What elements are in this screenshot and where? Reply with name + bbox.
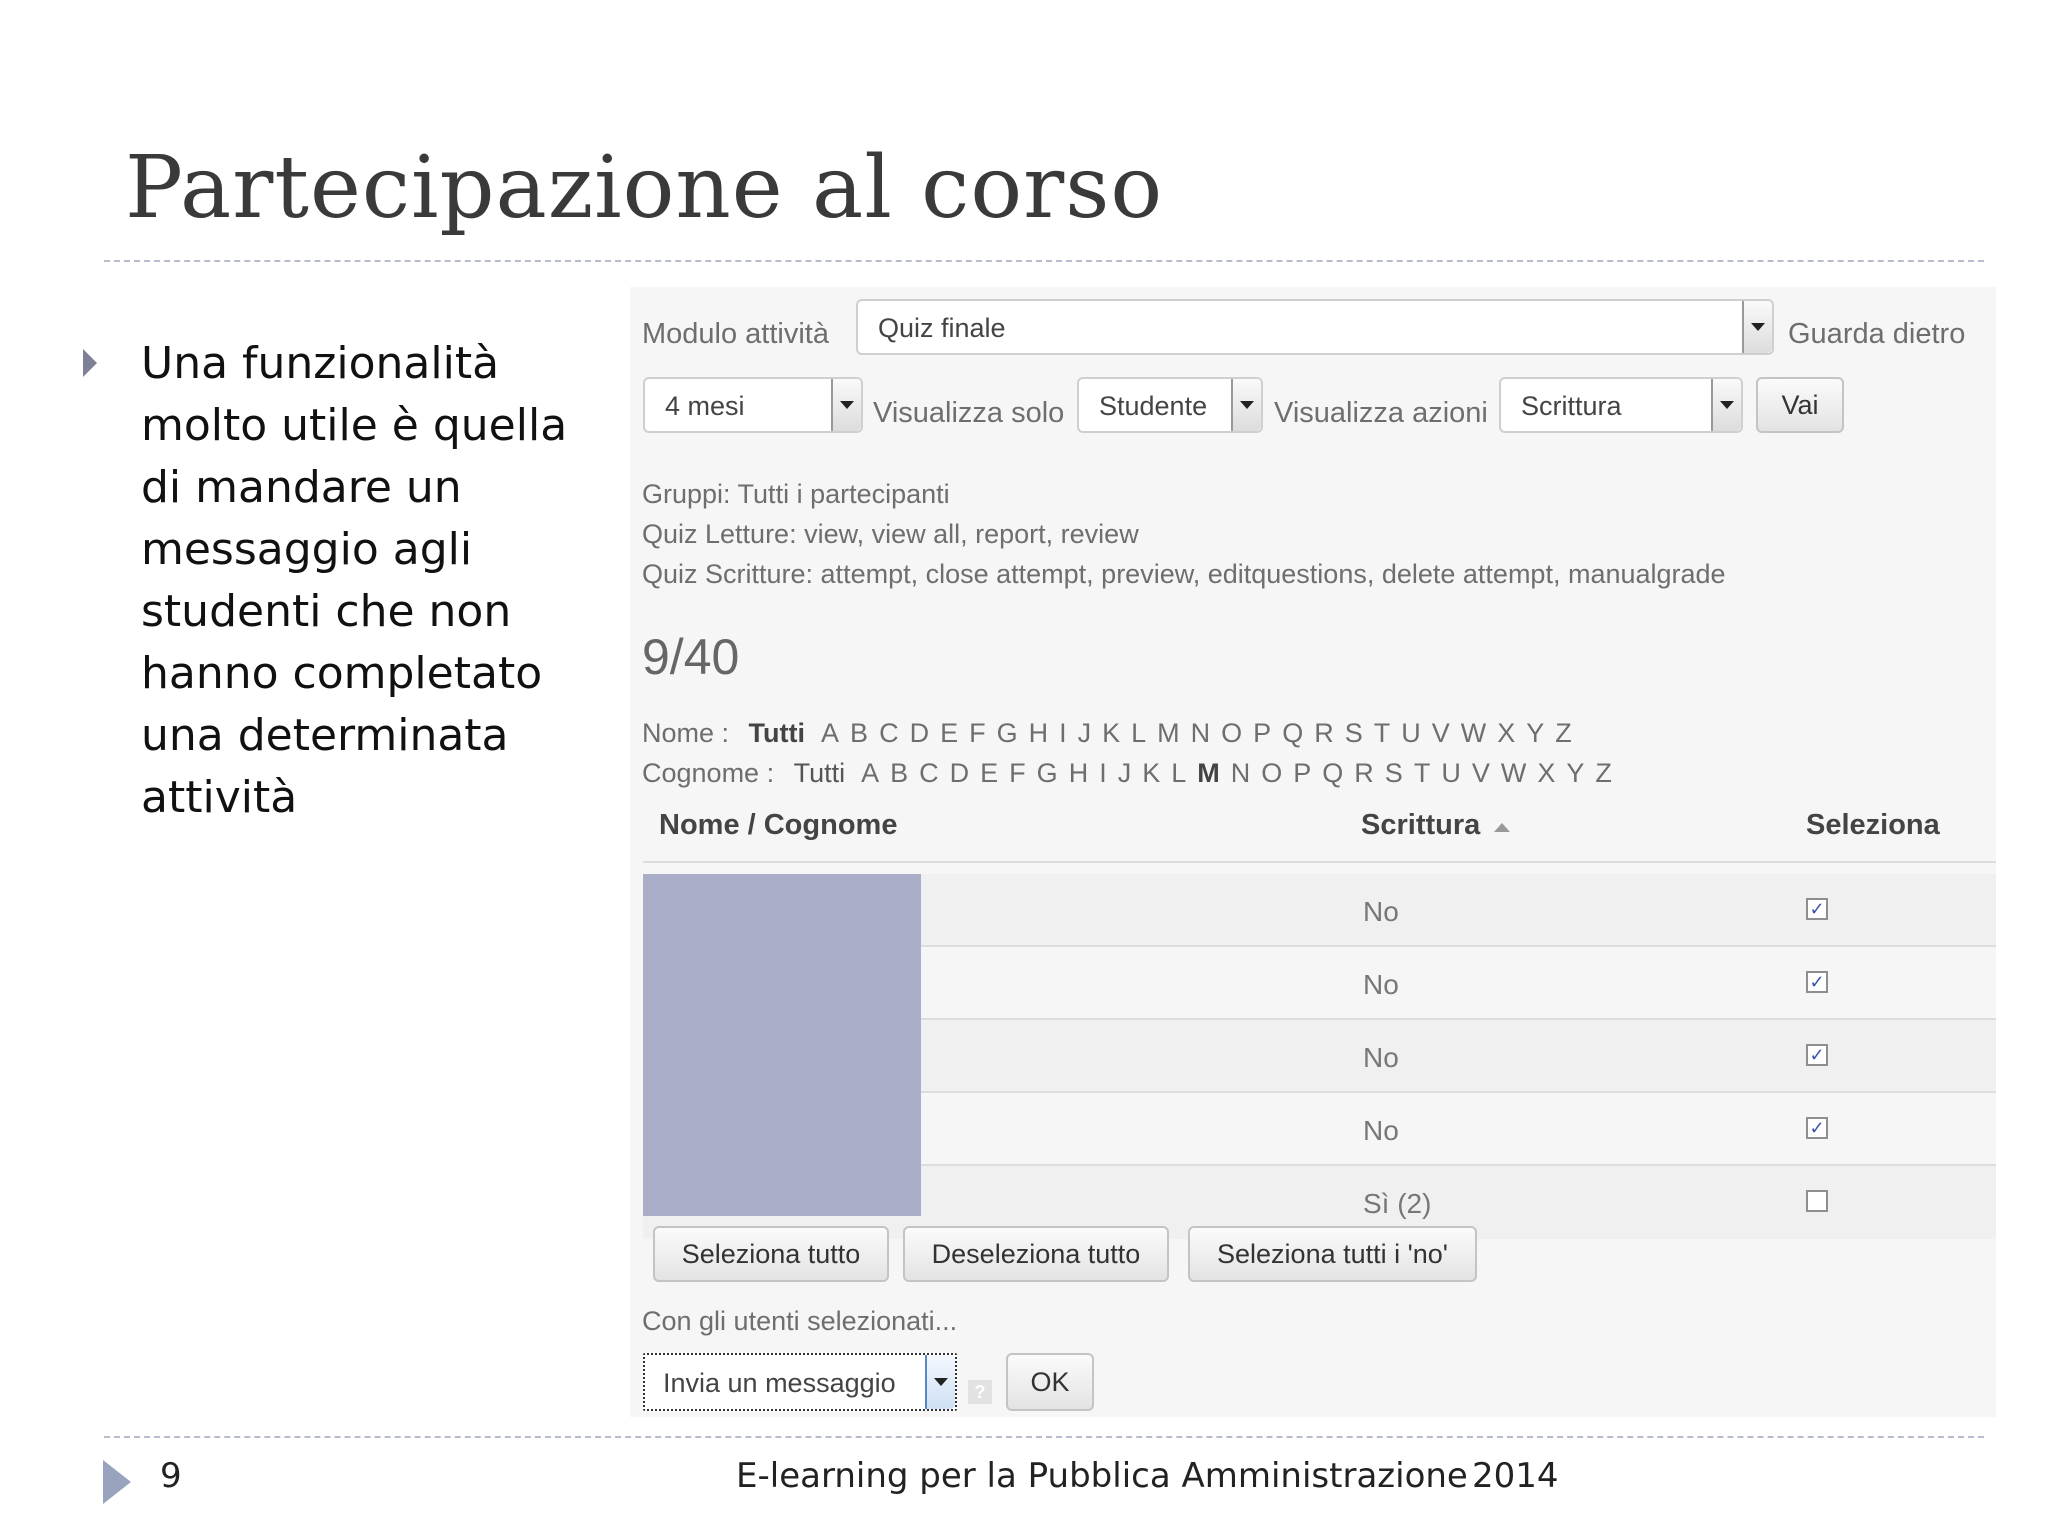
last-name-letter-link[interactable]: O: [1261, 758, 1283, 788]
bulk-action-select-value: Invia un messaggio: [663, 1368, 896, 1398]
reads-info: Quiz Letture: view, view all, report, review: [642, 519, 1139, 549]
last-name-letter-link[interactable]: B: [890, 758, 909, 788]
first-name-letter-link[interactable]: U: [1401, 718, 1421, 748]
footer-text: E-learning per la Pubblica Amministrazione: [736, 1456, 1468, 1496]
select-all-no-button[interactable]: Seleziona tutti i 'no': [1188, 1226, 1477, 1282]
table-header: [643, 797, 1996, 863]
first-name-letter-link[interactable]: Z: [1555, 718, 1572, 748]
checkmark-icon: ✓: [1809, 1045, 1825, 1065]
first-name-letter-link[interactable]: S: [1344, 718, 1363, 748]
dropdown-arrow-icon[interactable]: [1742, 301, 1772, 353]
header-write[interactable]: Scrittura: [1361, 809, 1481, 841]
last-name-all-link[interactable]: Tutti: [793, 758, 846, 788]
first-name-all-link[interactable]: Tutti: [748, 718, 806, 748]
writes-info: Quiz Scritture: attempt, close attempt, preview, editquestions, delete attempt, manualgrade: [642, 559, 1726, 589]
module-select-value: Quiz finale: [878, 313, 1006, 343]
first-name-letter-link[interactable]: R: [1314, 718, 1334, 748]
first-name-letter-link[interactable]: G: [996, 718, 1018, 748]
last-name-letter-link[interactable]: U: [1441, 758, 1461, 788]
first-name-letter-link[interactable]: J: [1077, 718, 1092, 748]
write-status: Sì (2): [1363, 1188, 1432, 1219]
last-name-letter-link[interactable]: H: [1068, 758, 1089, 788]
last-name-letter-link[interactable]: Q: [1322, 758, 1344, 788]
last-name-letter-link[interactable]: J: [1117, 758, 1132, 788]
last-name-letter-link[interactable]: L: [1171, 758, 1187, 788]
last-name-letter-link[interactable]: G: [1036, 758, 1058, 788]
last-name-letter-link[interactable]: N: [1230, 758, 1251, 788]
bullet-triangle-icon: [83, 349, 97, 377]
last-name-letter-links: [861, 758, 1623, 788]
last-name-letter-link[interactable]: W: [1500, 758, 1527, 788]
last-name-letter-link[interactable]: C: [919, 758, 939, 788]
select-all-button[interactable]: Seleziona tutto: [653, 1226, 889, 1282]
last-name-letter-link[interactable]: P: [1293, 758, 1312, 788]
first-name-letter-link[interactable]: V: [1431, 718, 1450, 748]
help-icon[interactable]: ?: [968, 1380, 992, 1404]
last-name-letter-link[interactable]: X: [1537, 758, 1556, 788]
first-name-letter-link[interactable]: Y: [1526, 718, 1545, 748]
first-name-letter-link[interactable]: X: [1497, 718, 1516, 748]
first-name-letter-link[interactable]: B: [850, 718, 869, 748]
last-name-letter-link[interactable]: I: [1099, 758, 1107, 788]
period-select-value: 4 mesi: [665, 391, 745, 421]
redacted-names-block: [643, 874, 921, 1216]
dropdown-arrow-icon[interactable]: [831, 379, 861, 431]
show-only-label: Visualizza solo: [873, 397, 1065, 429]
first-name-letter-link[interactable]: A: [821, 718, 840, 748]
first-name-filter: [642, 718, 1583, 749]
dropdown-arrow-icon[interactable]: [1711, 379, 1741, 431]
page-number: 9: [160, 1456, 182, 1496]
last-name-letter-link[interactable]: K: [1142, 758, 1161, 788]
write-status: No: [1363, 1042, 1399, 1073]
action-select-value: Scrittura: [1521, 391, 1622, 421]
deselect-all-button[interactable]: Deseleziona tutto: [903, 1226, 1169, 1282]
action-select[interactable]: [1499, 377, 1743, 433]
ok-button[interactable]: OK: [1006, 1353, 1094, 1411]
go-button[interactable]: Vai: [1756, 377, 1844, 433]
last-name-letter-link[interactable]: Z: [1595, 758, 1612, 788]
select-checkbox[interactable]: [1806, 1190, 1828, 1212]
checkmark-icon: ✓: [1809, 972, 1825, 992]
module-label: Modulo attività: [642, 318, 829, 350]
period-select[interactable]: [643, 377, 863, 433]
select-checkbox[interactable]: [1806, 1117, 1828, 1139]
lookback-label: Guarda dietro: [1788, 318, 1966, 350]
header-select: Seleziona: [1806, 809, 1940, 841]
last-name-letter-link[interactable]: V: [1471, 758, 1490, 788]
module-select[interactable]: [856, 299, 1774, 355]
bullet-text: Una funzionalità molto utile è quella di mandare un messaggio agli studenti che non hanno completato una determinata attività: [141, 338, 568, 823]
dropdown-arrow-icon[interactable]: [925, 1355, 955, 1409]
last-name-letter-link[interactable]: F: [1009, 758, 1026, 788]
dropdown-arrow-icon[interactable]: [1231, 379, 1261, 431]
select-checkbox[interactable]: [1806, 898, 1828, 920]
first-name-letter-links: [821, 718, 1583, 748]
first-name-letter-link[interactable]: F: [969, 718, 986, 748]
first-name-letter-link[interactable]: O: [1221, 718, 1243, 748]
last-name-letter-link[interactable]: R: [1354, 758, 1374, 788]
last-name-letter-link[interactable]: E: [980, 758, 999, 788]
last-name-filter: [642, 758, 1623, 789]
select-checkbox[interactable]: [1806, 1044, 1828, 1066]
first-name-letter-link[interactable]: C: [879, 718, 899, 748]
role-select[interactable]: [1077, 377, 1263, 433]
bulk-action-select[interactable]: [643, 1353, 957, 1411]
first-name-letter-link[interactable]: K: [1102, 718, 1121, 748]
last-name-letter-link[interactable]: Y: [1566, 758, 1585, 788]
header-name[interactable]: Nome / Cognome: [659, 809, 898, 841]
slide-title: Partecipazione al corso: [125, 138, 1164, 238]
first-name-letter-link[interactable]: W: [1460, 718, 1487, 748]
last-name-letter-link[interactable]: A: [861, 758, 880, 788]
last-name-letter-link[interactable]: T: [1413, 758, 1431, 788]
sort-ascending-icon: [1494, 823, 1510, 832]
bulk-action-label: Con gli utenti selezionati...: [642, 1306, 958, 1336]
footer-triangle-icon: [103, 1460, 131, 1504]
first-name-letter-link[interactable]: Q: [1282, 718, 1304, 748]
actions-label: Visualizza azioni: [1274, 397, 1488, 429]
checkmark-icon: ✓: [1809, 1118, 1825, 1138]
first-name-letter-link[interactable]: L: [1131, 718, 1147, 748]
first-name-letter-link[interactable]: H: [1028, 718, 1049, 748]
first-name-letter-link[interactable]: P: [1253, 718, 1272, 748]
first-name-letter-link[interactable]: E: [940, 718, 959, 748]
last-name-letter-link[interactable]: M: [1197, 758, 1220, 788]
footer-year: 2014: [1472, 1456, 1559, 1496]
first-name-letter-link[interactable]: N: [1190, 718, 1211, 748]
first-name-letter-link[interactable]: I: [1059, 718, 1067, 748]
write-status: No: [1363, 896, 1399, 927]
participant-counter: 9/40: [642, 629, 740, 685]
groups-info: Gruppi: Tutti i partecipanti: [642, 479, 950, 509]
title-divider: [104, 260, 1984, 262]
first-name-letter-link[interactable]: D: [909, 718, 930, 748]
first-name-letter-link[interactable]: T: [1373, 718, 1391, 748]
write-status: No: [1363, 1115, 1399, 1146]
write-status: No: [1363, 969, 1399, 1000]
checkmark-icon: ✓: [1809, 899, 1825, 919]
footer-divider: [104, 1436, 1984, 1438]
last-name-letter-link[interactable]: D: [949, 758, 970, 788]
first-name-letter-link[interactable]: M: [1157, 718, 1180, 748]
select-checkbox[interactable]: [1806, 971, 1828, 993]
first-name-filter-label: Nome :: [642, 718, 730, 748]
last-name-letter-link[interactable]: S: [1384, 758, 1403, 788]
last-name-filter-label: Cognome :: [642, 758, 775, 788]
role-select-value: Studente: [1099, 391, 1208, 421]
